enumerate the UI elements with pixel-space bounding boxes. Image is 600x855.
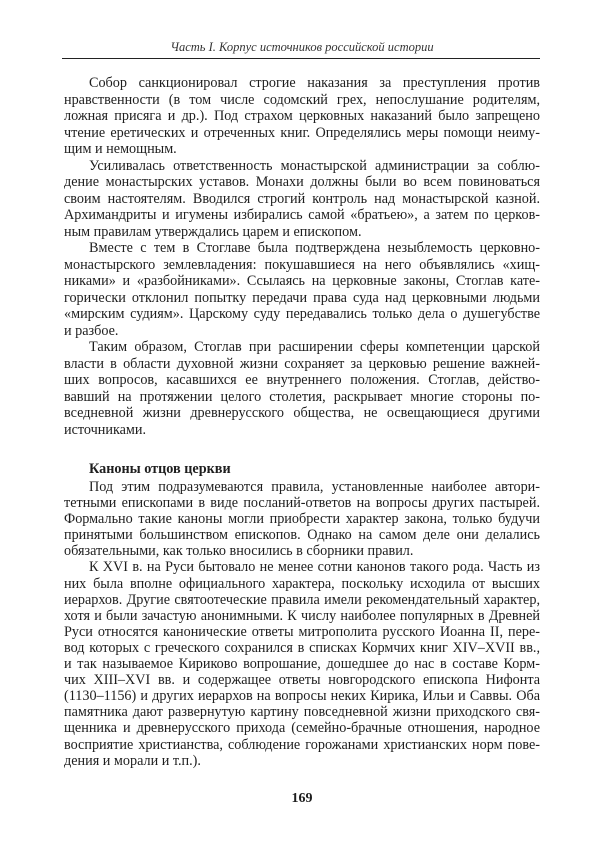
paragraph: [64, 339, 540, 438]
section-stoglav-text: [64, 75, 540, 438]
text-line: хотя и были зачастую анонимными. К числу наиболее популярных в Древней: [64, 607, 540, 624]
text-line: ным правилам утверждались царем и епископом.: [64, 223, 362, 240]
paragraph: [64, 559, 540, 768]
text-line: власти в области духовной жизни сохраняет за церковью решение важней-: [64, 355, 540, 372]
text-line: дения и морали и т.п.).: [64, 752, 201, 769]
text-line: щенника и древнерусского прихода (семейно-брачные отношения, народное: [64, 720, 540, 737]
text-line: и так называемое Кириково вопрошание, дошедшее до нас в составе Корм-: [64, 656, 540, 673]
text-line: чих XIII–XVI вв. и содержащее ответы новгородского епископа Нифонта: [64, 672, 540, 689]
paragraph: [64, 240, 540, 339]
page-number: 169: [291, 791, 313, 806]
text-line: и разбое.: [64, 322, 119, 339]
text-line: вседневной жизни древнерусского общества, не освещающиеся другими: [64, 405, 540, 421]
section-heading: Каноны отцов церкви: [89, 461, 231, 477]
text-line: ших вопросов, касавшихся ее внутреннего положения. Стоглав, действо-: [64, 372, 540, 388]
text-line: нравственности (в том числе содомский грех, непослушание родителям,: [64, 91, 540, 108]
header-rule: [62, 58, 540, 59]
text-line: вод которых с греческого сохранился в списках Кормчих книг XIV–XVII вв.,: [64, 639, 540, 656]
text-line: ложная присяга и др.). Под страхом церковных наказаний было запрещено: [64, 108, 540, 124]
text-line: дение монастырских уставов. Монахи должны были во всем повиноваться: [64, 174, 540, 190]
text-line: вавший на протяжении целого столетия, раскрывает многие стороны по-: [64, 388, 540, 405]
text-line: памятника дают развернутую картину повседневной жизни приходского свя-: [64, 704, 540, 721]
text-line: (1130–1156) и других иерархов на вопросы неких Кирика, Ильи и Саввы. Оба: [64, 688, 540, 705]
text-line: Руси относятся канонические ответы митрополита русского Иоанна II, пере-: [64, 623, 540, 640]
paragraph: [64, 479, 540, 559]
text-line: Вместе с тем в Стоглаве была подтверждена незыблемость церковно-: [89, 240, 540, 256]
text-line: тетными епископами в виде посланий-ответов на вопросы других пастырей.: [64, 495, 540, 512]
text-line: чтение еретических и отреченных книг. Определялись меры помощи неиму-: [64, 124, 540, 141]
text-line: них была вполне официального характера, поскольку исходила от высших: [64, 575, 540, 592]
text-line: принятыми большинством епископов. Однако на самом деле они делались: [64, 527, 540, 544]
text-line: Таким образом, Стоглав при расширении сферы компетенции царской: [89, 339, 540, 355]
text-line: иерархов. Другие святоотеческие правила имели рекомендательный характер,: [64, 591, 540, 608]
text-line: Собор санкционировал строгие наказания за преступления против: [89, 75, 540, 91]
text-line: горически отклонил попытку передачи права суда над церковными людьми: [64, 289, 540, 306]
text-line: щим и немощным.: [64, 141, 177, 157]
text-line: монастырского землевладения: покушавшиеся на него объявлялись «хищ-: [64, 256, 540, 273]
text-line: источниками.: [64, 421, 147, 438]
paragraph: [64, 75, 540, 158]
text-line: обязательными, как только вносились в сборники правил.: [64, 543, 414, 560]
running-header: Часть I. Корпус источников российской истории: [170, 40, 434, 54]
text-line: Архимандриты и игумены избирались самой «братьею», а затем по церков-: [64, 207, 540, 223]
text-line: «мирским судиям». Царскому суду передавались только дела о душегубстве: [64, 306, 540, 322]
text-line: Усиливалась ответственность монастырской администрации за соблю-: [89, 157, 540, 174]
section-canons: [64, 461, 540, 769]
text-line: Формально такие каноны могли приобрести характер закона, только будучи: [64, 511, 540, 528]
text-line: никами» и «разбойниками». Ссылаясь на церковные законы, Стоглав кате-: [64, 273, 540, 289]
paragraph: [64, 158, 540, 241]
text-line: Под этим подразумеваются правила, установленные наиболее автори-: [89, 479, 540, 495]
text-line: К XVI в. на Руси бытовало не менее сотни канонов такого рода. Часть из: [89, 559, 540, 576]
text-line: своим настоятелям. Вводился строгий контроль над монастырской казной.: [64, 190, 540, 207]
text-line: восприятие христианства, соблюдение горожанами христианских норм пове-: [64, 736, 540, 753]
